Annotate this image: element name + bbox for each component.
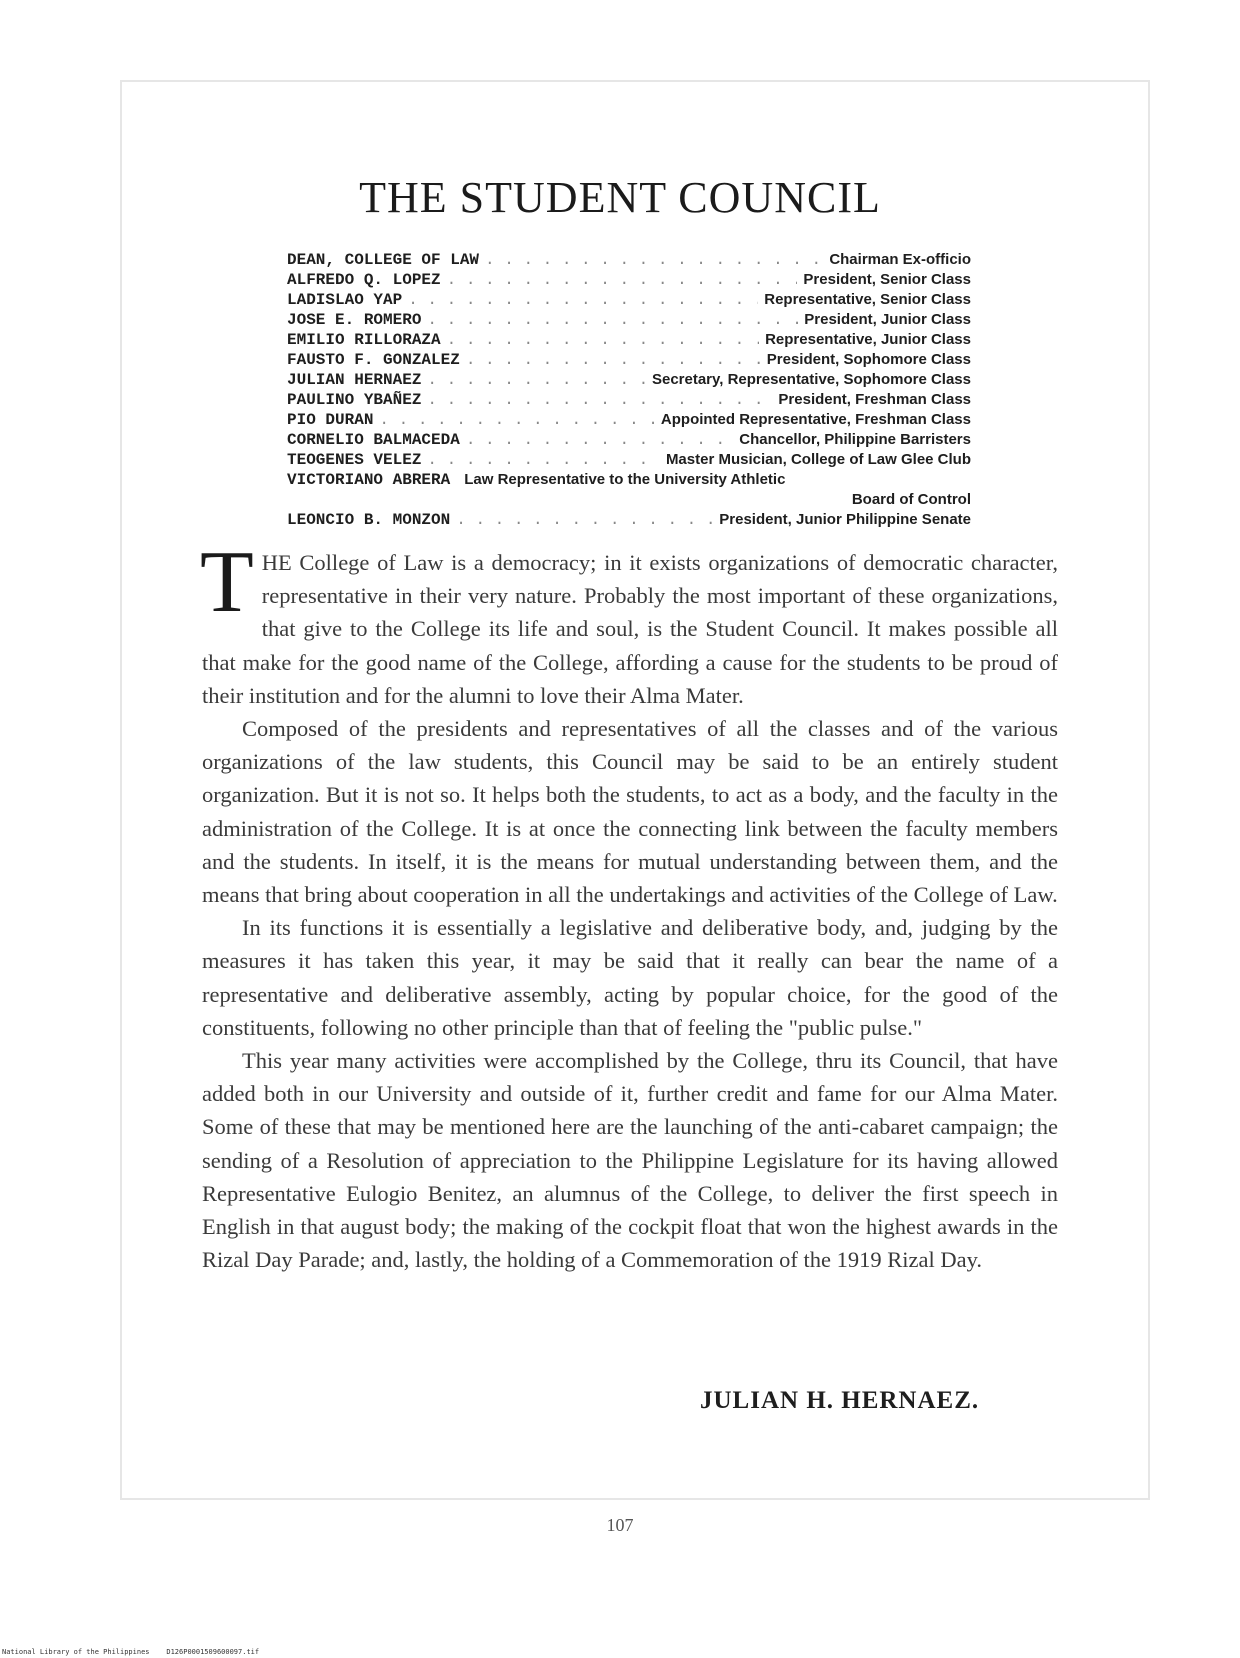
member-name: FAUSTO F. GONZALEZ [287,351,460,369]
member-role: Representative, Senior Class [764,291,971,308]
council-roster [287,250,971,530]
roster-row [287,470,971,490]
roster-row [287,250,971,270]
member-role: Master Musician, College of Law Glee Club [665,451,971,468]
roster-row [287,450,971,470]
leader-dots [427,390,772,410]
member-role: President, Junior Class [804,311,971,328]
member-role: President, Junior Philippine Senate [719,511,971,528]
member-role: President, Senior Class [803,271,971,288]
member-name: JOSE E. ROMERO [287,311,422,329]
member-name: VICTORIANO ABRERA [287,471,451,489]
member-role: Chairman Ex-officio [829,251,971,268]
leader-dots [427,370,646,390]
leader-dots [427,450,660,470]
roster-row [287,330,971,350]
leader-dots [466,430,733,450]
member-name: ALFREDO Q. LOPEZ [287,271,441,289]
paragraph: This year many activities were accomplished by the College, thru its Council, that have added both in our University and outside of it, further credit and fame for our Alma Mater. Some of these that may be mentioned here are the launching of the anti-cabaret campaign; the sending of a Resolution of appreciation to the Philippine Legislature for its having allowed Representative Eulogio Benitez, an alumnus of the College, to deliver the first speech in English in that august body; the making of the cockpit float that won the highest awards in the Rizal Day Parade; and, lastly, the holding of a Commemoration of the 1919 Rizal Day. [202,1048,1058,1273]
member-name: JULIAN HERNAEZ [287,371,422,389]
roster-row [287,430,971,450]
member-name: DEAN, COLLEGE OF LAW [287,251,480,269]
paragraph: Composed of the presidents and representatives of all the classes and of the various organizations of the law students, this Council may be said to be an entirely student organization. But it is not so. It helps both the students, to act as a body, and the faculty in the administration of the College. It is at once the connecting link between the faculty members and the students. In itself, it is the means for mutual understanding between them, and the means that bring about cooperation in all the undertakings and activities of the College of Law. [202,716,1058,908]
leader-dots [408,290,758,310]
member-role: Law Representative to the University Athletic [464,471,786,488]
member-role: President, Freshman Class [778,391,971,408]
roster-row [287,370,971,390]
footer-file: D126P0001509600097.tif [166,1648,260,1656]
member-name: EMILIO RILLORAZA [287,331,441,349]
member-role: Secretary, Representative, Sophomore Class [651,371,971,388]
leader-dots [447,330,759,350]
member-name: LEONCIO B. MONZON [287,511,451,529]
leader-dots [447,270,798,290]
member-name: TEOGENES VELEZ [287,451,422,469]
roster-row [287,390,971,410]
roster-row [287,350,971,370]
roster-row-continuation [287,490,971,510]
member-name: LADISLAO YAP [287,291,403,309]
page-number: 107 [606,1515,634,1535]
member-name: CORNELIO BALMACEDA [287,431,460,449]
paragraph-text: HE College of Law is a democracy; in it exists organizations of democratic character, representative in their very nature. Probably the most important of these organizations, that give to the College its life and soul, is the Student Council. It makes possible all that make for the good name of the College, affording a cause for the students to be proud of their institution and for the alumni to love their Alma Mater. [202,550,1058,708]
article-body [200,534,1058,1276]
roster-row [287,290,971,310]
roster-row [287,270,971,290]
scan-footer [2,1648,259,1656]
member-role: Appointed Representative, Freshman Class [660,411,971,428]
roster-row [287,510,971,530]
leader-dots [427,310,798,330]
member-role: Representative, Junior Class [765,331,971,348]
leader-dots [485,250,823,270]
member-name: PIO DURAN [287,411,374,429]
leader-dots [379,410,654,430]
page-title: THE STUDENT COUNCIL [359,173,881,222]
leader-dots [456,510,713,530]
member-role: Chancellor, Philippine Barristers [739,431,971,448]
paragraph: In its functions it is essentially a legislative and deliberative body, and, judging by the measures it has taken this year, it may be said that it really can bear the name of a representative and deliberative assembly, acting by popular choice, for the good of the constituents, following no other principle than that of feeling the "public pulse." [202,915,1058,1040]
drop-cap: T [200,534,254,631]
member-role-continuation: Board of Control [851,491,971,508]
author-signature: JULIAN H. HERNAEZ. [700,1387,980,1414]
footer-library: National Library of the Philippines [2,1648,150,1656]
paragraph [200,534,1058,712]
leader-dots [466,350,761,370]
member-name: PAULINO YBAÑEZ [287,391,422,409]
member-role: President, Sophomore Class [766,351,971,368]
roster-row [287,310,971,330]
roster-row [287,410,971,430]
